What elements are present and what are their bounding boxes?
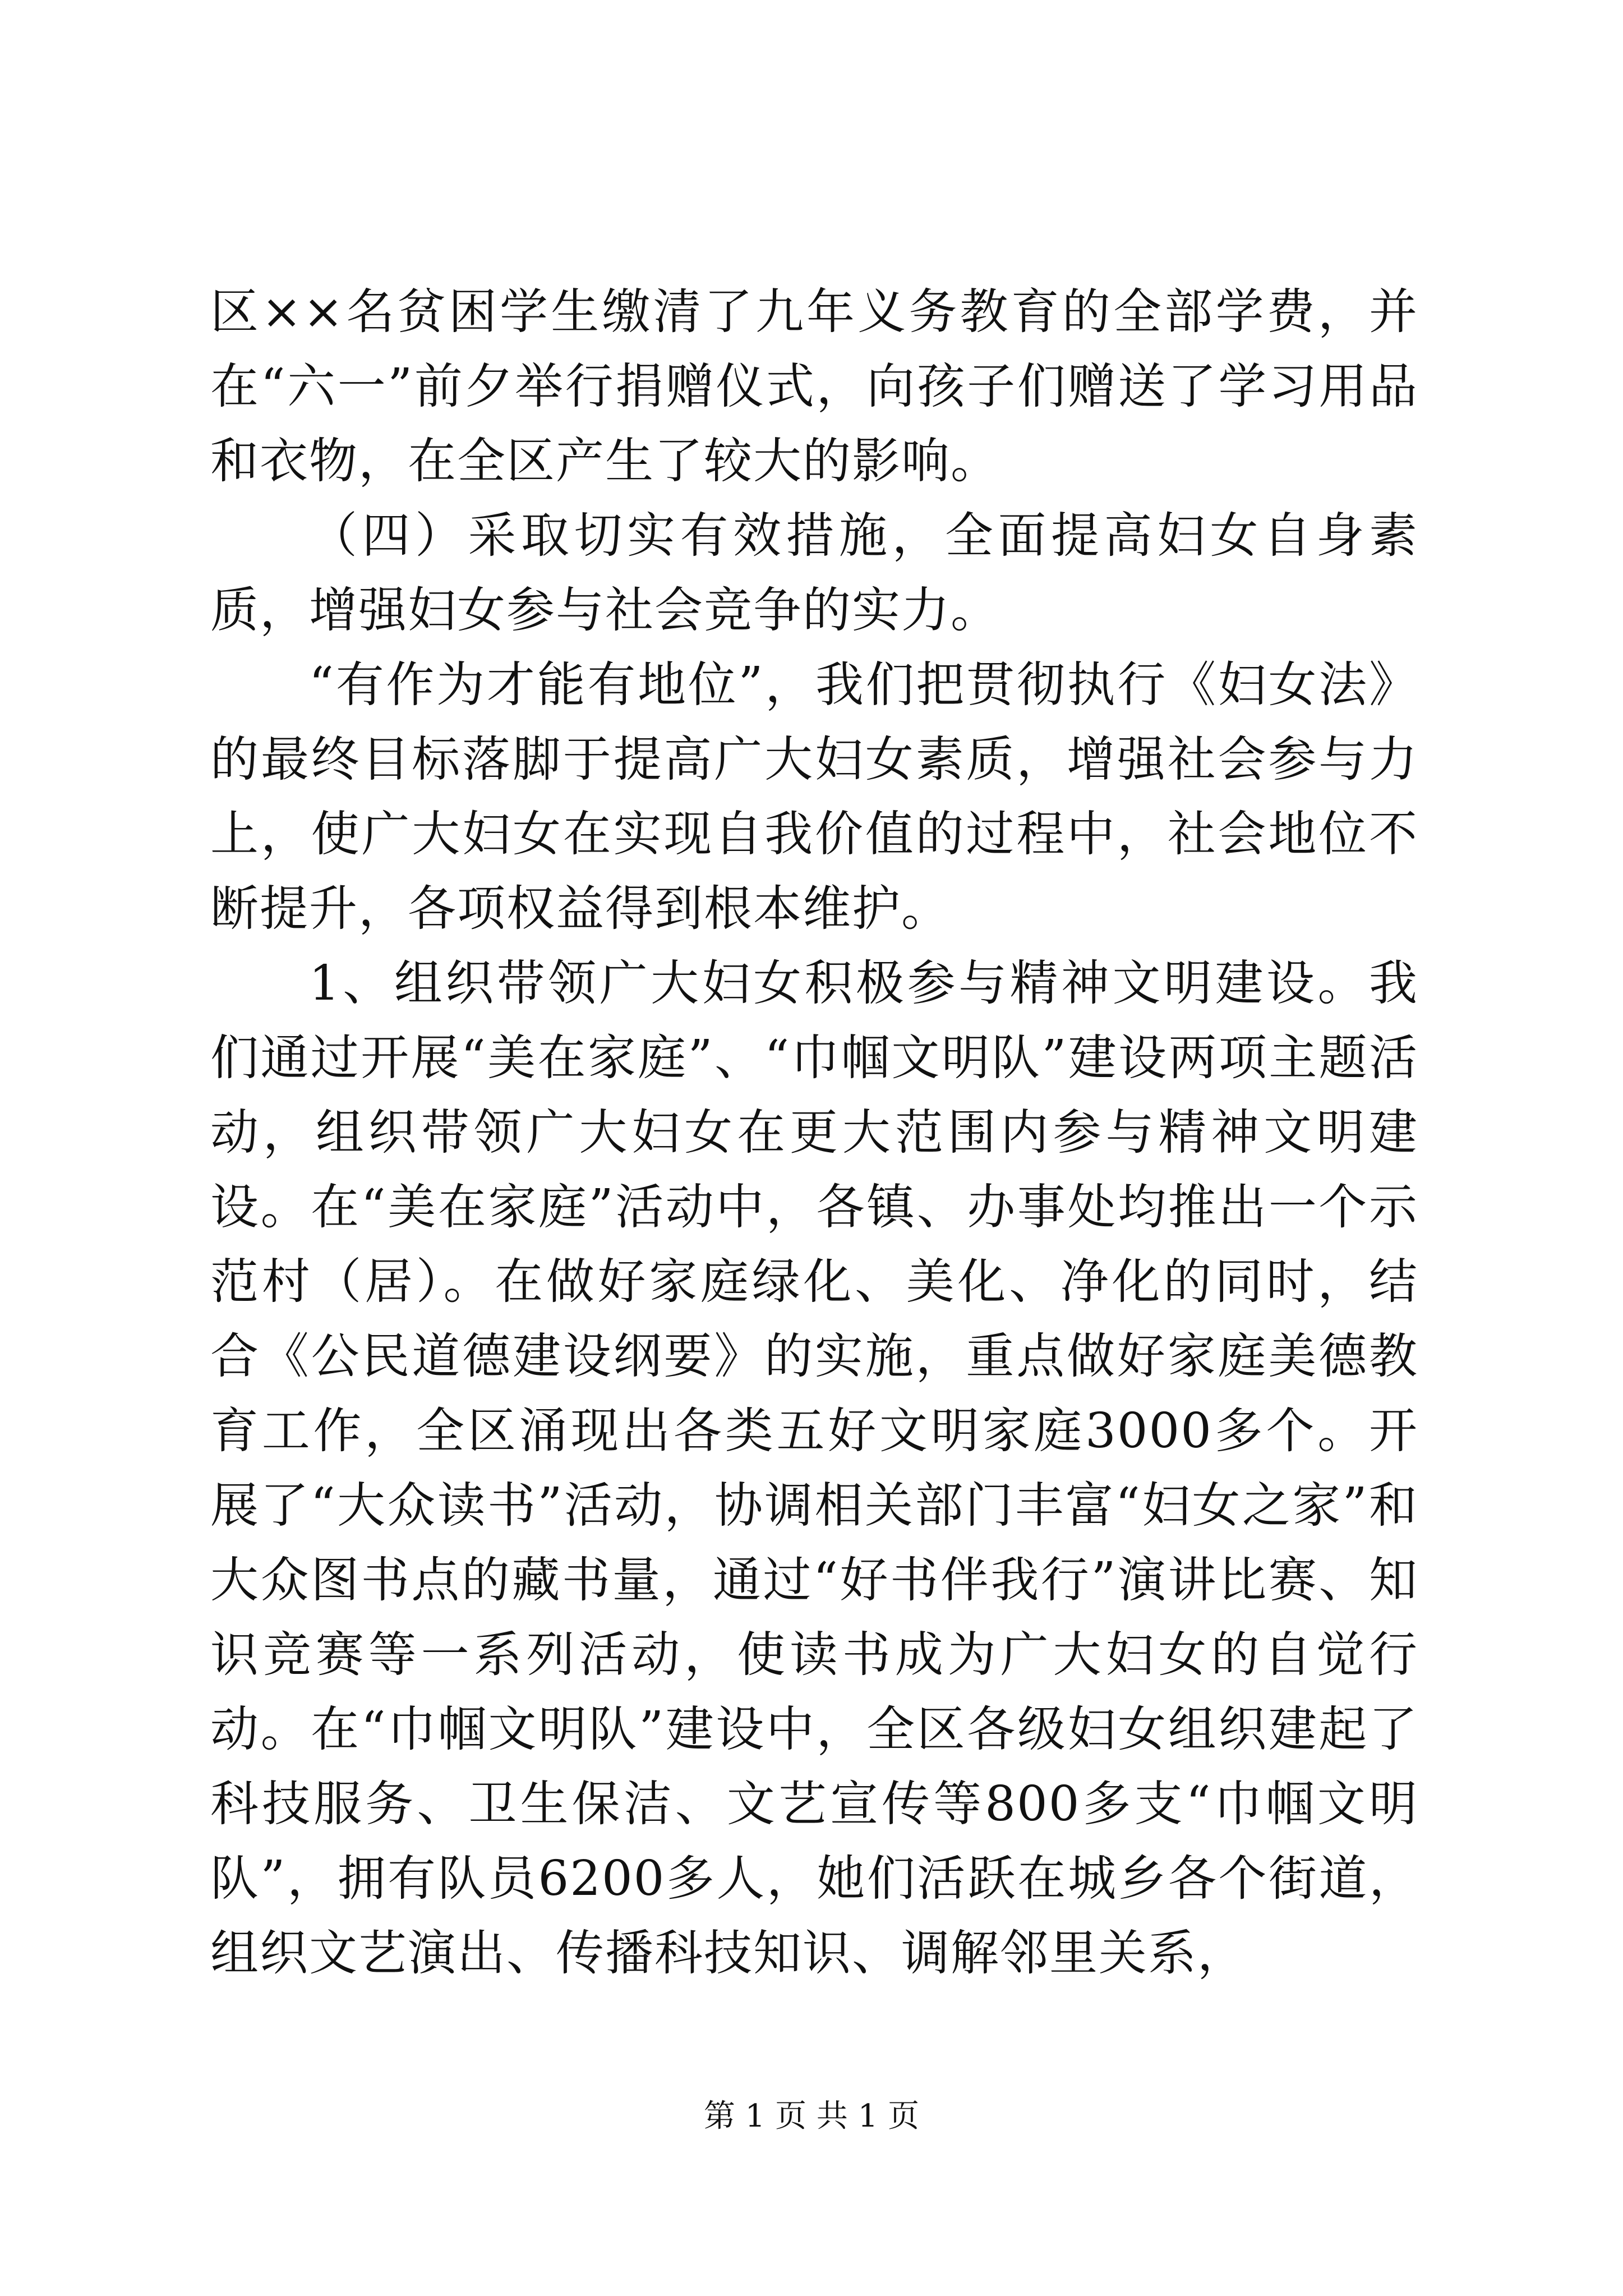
paragraph-continued: 区××名贫困学生缴清了九年义务教育的全部学费，并在“六一”前夕举行捐赠仪式，向孩子们赠送了学习用品和衣物，在全区产生了较大的影响。	[210, 284, 1418, 489]
page-footer: 第 1 页 共 1 页	[703, 2098, 920, 2134]
paragraph-intro: “有作为才能有地位”，我们把贯彻执行《妇女法》的最终目标落脚于提高广大妇女素质，增强社会参与力上，使广大妇女在实现自我价值的过程中，社会地位不断提升，各项权益得到根本维护。	[210, 657, 1418, 937]
paragraph-section-heading: （四）采取切实有效措施，全面提高妇女自身素质，增强妇女参与社会竞争的实力。	[210, 508, 1418, 638]
document-body	[210, 275, 1418, 1991]
paragraph-item-1: 1、组织带领广大妇女积极参与精神文明建设。我们通过开展“美在家庭”、“巾帼文明队”建设两项主题活动，组织带领广大妇女在更大范围内参与精神文明建设。在“美在家庭”活动中，各镇、办事处均推出一个示范村（居）。在做好家庭绿化、美化、净化的同时，结合《公民道德建设纲要》的实施，重点做好家庭美德教育工作，全区涌现出各类五好文明家庭3000多个。开展了“大众读书”活动，协调相关部门丰富“妇女之家”和大众图书点的藏书量，通过“好书伴我行”演讲比赛、知识竞赛等一系列活动，使读书成为广大妇女的自觉行动。在“巾帼文明队”建设中，全区各级妇女组织建起了科技服务、卫生保洁、文艺宣传等800多支“巾帼文明队”，拥有队员6200多人，她们活跃在城乡各个街道，组织文艺演出、传播科技知识、调解邻里关系，	[210, 955, 1418, 1981]
